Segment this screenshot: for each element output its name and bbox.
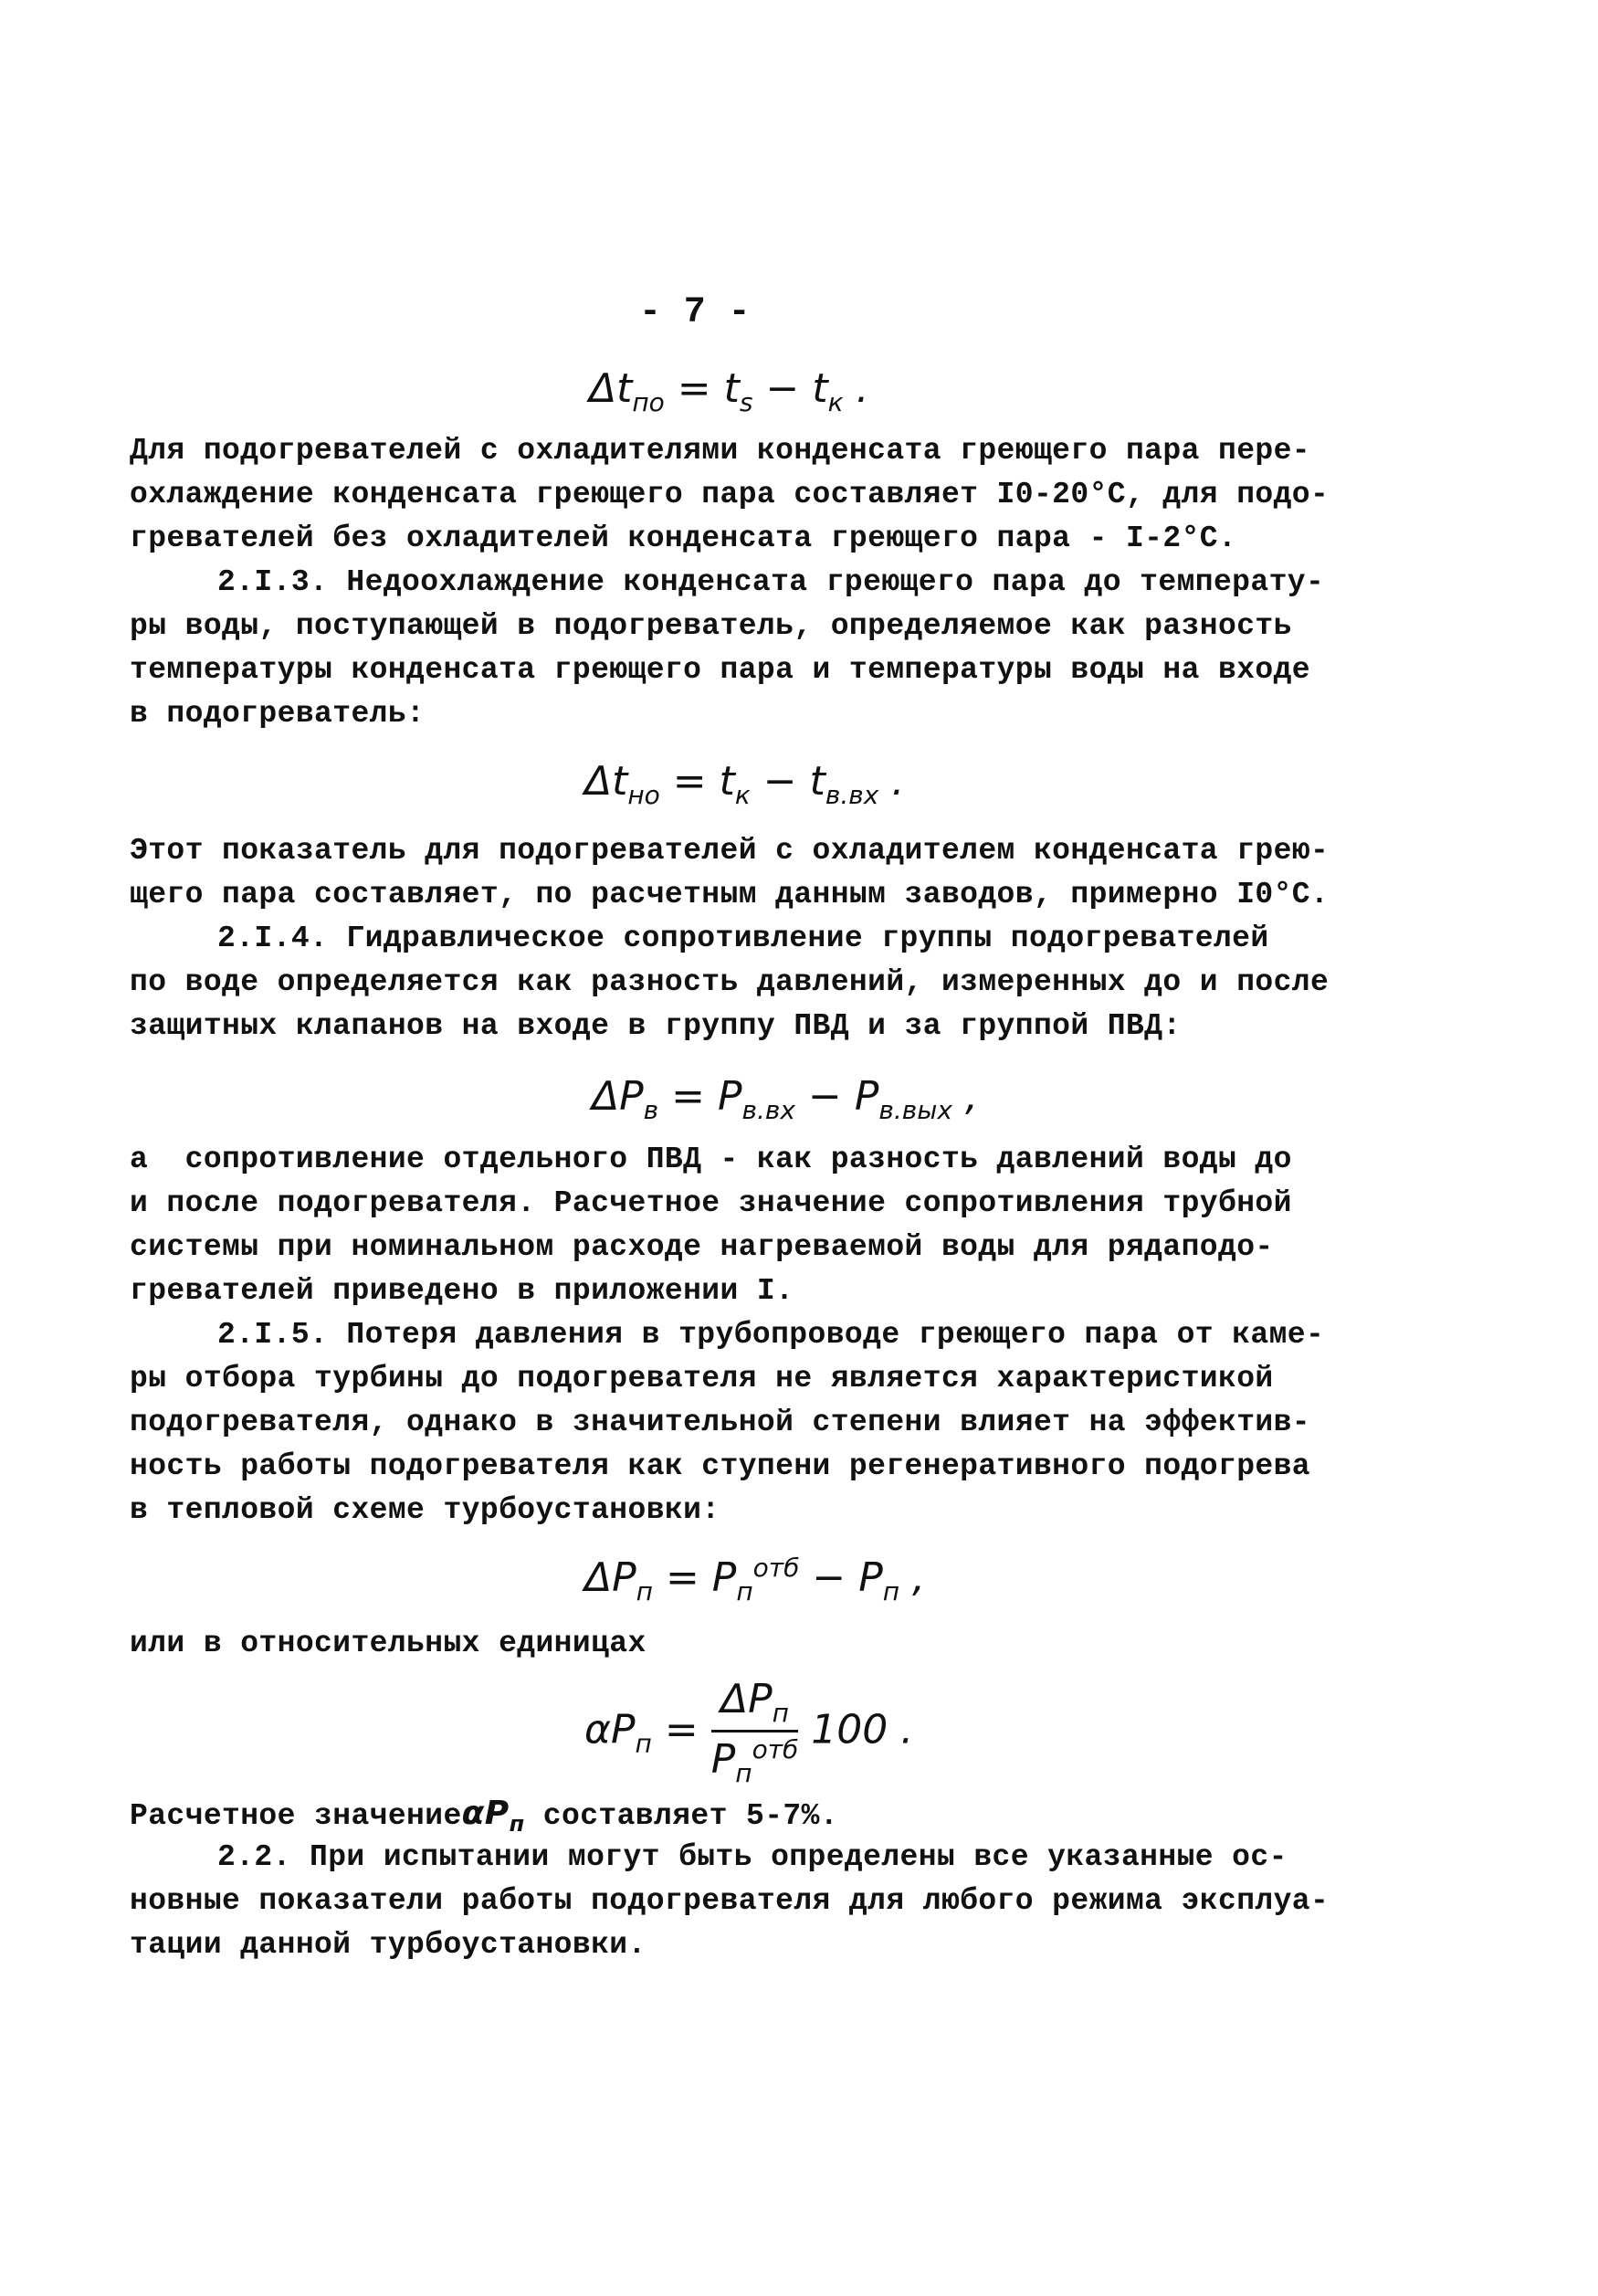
inline-formula: $\alpha P_п$ bbox=[461, 1795, 525, 1837]
text-line: ры отбора турбины до подогревателя не является характеристикой bbox=[130, 1362, 1274, 1396]
text-line-with-formula: Расчетное значениеαP$_п$ составляет 5-7%. bbox=[130, 1795, 839, 1837]
text-line: Этот показатель для подогревателей с охладителем конденсата грею- bbox=[130, 834, 1330, 868]
section-2-1-4: 2.I.4. Гидравлическое сопротивление группы подогревателей bbox=[217, 922, 1269, 955]
text-line: Для подогревателей с охладителями конденсата греющего пара пере- bbox=[130, 434, 1311, 468]
text-line: ры воды, поступающей в подогреватель, определяемое как разность bbox=[130, 609, 1292, 643]
text-line: системы при номинальном расходе нагреваемой воды для рядаподо- bbox=[130, 1230, 1274, 1264]
section-2-1-3: 2.I.3. Недоохлаждение конденсата греющего пара до температу- bbox=[217, 565, 1325, 599]
text-line: температуры конденсата греющего пара и температуры воды на входе bbox=[130, 653, 1311, 687]
text-line: или в относительных единицах bbox=[130, 1627, 647, 1660]
formula-undercooling: $\Delta t_{но} = t_к - t_{в.вх}$ . bbox=[584, 758, 905, 810]
formula-pressure-loss: $\Delta P_п = P_п^{отб} - P_п$ , bbox=[584, 1553, 926, 1606]
text-line: тации данной турбоустановки. bbox=[130, 1928, 647, 1962]
text-line: в подогреватель: bbox=[130, 697, 426, 731]
text-line: по воде определяется как разность давлений, измеренных до и после bbox=[130, 965, 1330, 999]
text-line: гревателей без охладителей конденсата греющего пара - I-2°С. bbox=[130, 521, 1237, 555]
text-line: в тепловой схеме турбоустановки: bbox=[130, 1493, 720, 1527]
page-number: - 7 - bbox=[639, 292, 752, 333]
text-line: новные показатели работы подогревателя для любого режима эксплуа- bbox=[130, 1884, 1330, 1918]
formula-hydraulic-resistance: $\Delta P_в = P_{в.вх} - P_{в.вых}$ , bbox=[592, 1073, 978, 1125]
text-line: защитных клапанов на входе в группу ПВД и за группой ПВД: bbox=[130, 1009, 1182, 1043]
text-line: гревателей приведено в приложении I. bbox=[130, 1274, 794, 1308]
formula-relative-pressure-loss: $\alpha P_п$ = $\frac{\Delta P_п}{P_п^{отб}}$ 100 . bbox=[584, 1676, 914, 1788]
text-line: щего пара составляет, по расчетным данным заводов, примерно I0°С. bbox=[130, 878, 1330, 911]
formula-subcooling: $\Delta t_{по} = t_s - t_к$ . bbox=[589, 365, 869, 417]
text-line: подогревателя, однако в значительной степени влияет на эффектив- bbox=[130, 1406, 1311, 1439]
text-line: охлаждение конденсата греющего пара составляет I0-20°С, для подо- bbox=[130, 478, 1330, 511]
fraction: $\frac{\Delta P_п}{P_п^{отб}}$ bbox=[710, 1676, 799, 1788]
section-2-1-5: 2.I.5. Потеря давления в трубопроводе греющего пара от каме- bbox=[217, 1318, 1325, 1352]
section-2-2: 2.2. При испытании могут быть определены все указанные ос- bbox=[217, 1840, 1288, 1874]
text-line: а сопротивление отдельного ПВД - как разность давлений воды до bbox=[130, 1143, 1292, 1176]
text-line: и после подогревателя. Расчетное значение сопротивления трубной bbox=[130, 1186, 1292, 1220]
text-line: ность работы подогревателя как ступени регенеративного подогрева bbox=[130, 1449, 1311, 1483]
